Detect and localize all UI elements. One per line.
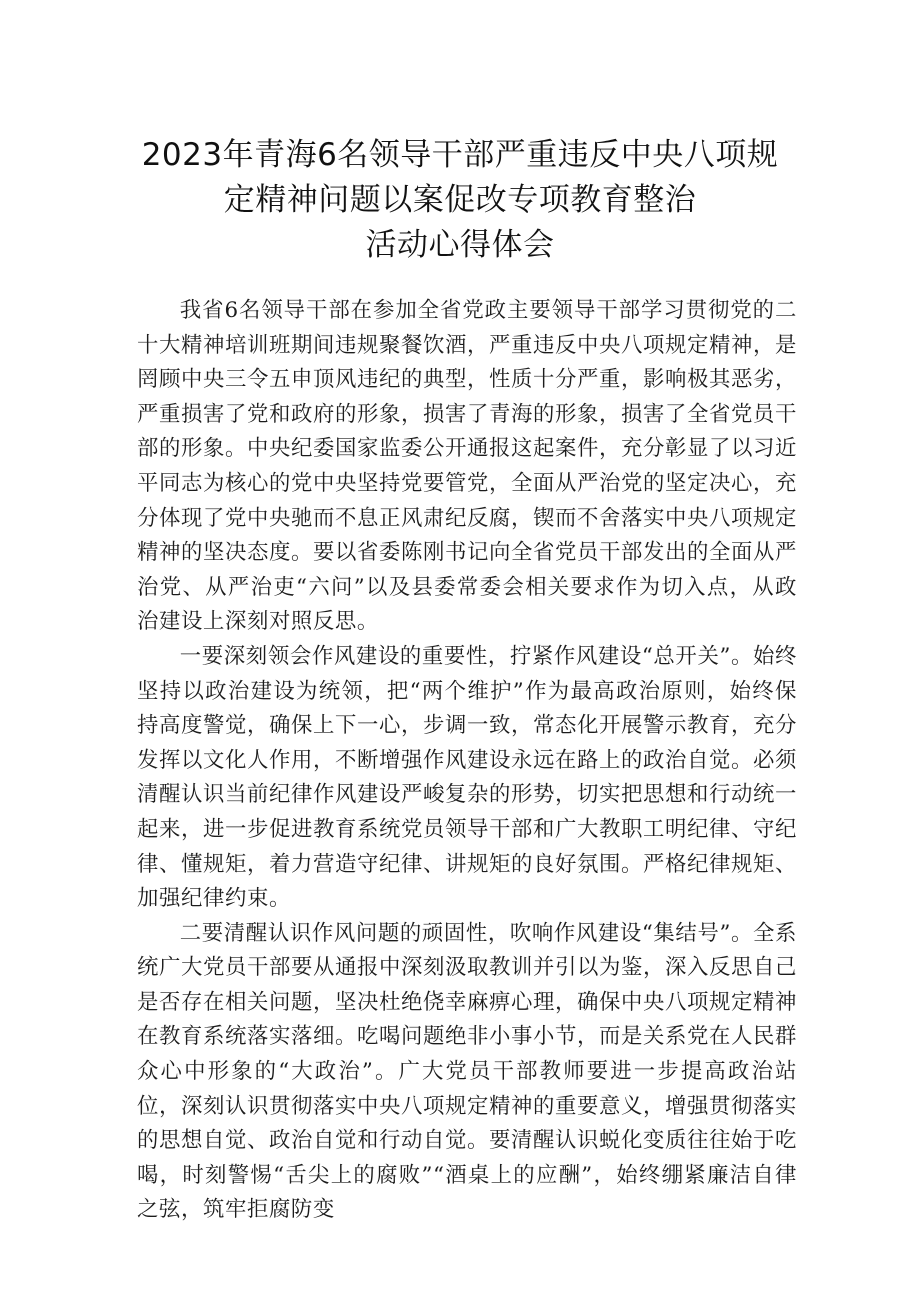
title-line-1: 2023年青海6名领导干部严重违反中央八项规 [141,137,779,173]
title-line-3: 活动心得体会 [365,227,555,263]
title-line-2: 定精神问题以案促改专项教育整治 [223,182,697,218]
paragraph-point-one: 一要深刻领会作风建设的重要性，拧紧作风建设“总开关”。始终坚持以政治建设为统领，把“两个维护”作为最高政治原则，始终保持高度警觉，确保上下一心，步调一致，常态化开展警示教育，充分发挥以文化人作用，不断增强作风建设永远在路上的政治自觉。必须清醒认识当前纪律作风建设严峻复杂的形势，切实把思想和行动统一起来，进一步促进教育系统党员领导干部和广大教职工明纪律、守纪律、懂规矩，着力营造守纪律、讲规矩的良好氛围。严格纪律规矩、加强纪律约束。 [137,643,797,912]
paragraph-intro: 我省6名领导干部在参加全省党政主要领导干部学习贯彻党的二十大精神培训班期间违规聚餐饮酒，严重违反中央八项规定精神，是罔顾中央三令五申顶风违纪的典型，性质十分严重，影响极其恶劣，严重损害了党和政府的形象，损害了青海的形象，损害了全省党员干部的形象。中央纪委国家监委公开通报这起案件，充分彰显了以习近平同志为核心的党中央坚持党要管党，全面从严治党的坚定决心，充分体现了党中央驰而不息正风肃纪反腐，锲而不舍落实中央八项规定精神的坚决态度。要以省委陈刚书记向全省党员干部发出的全面从严治党、从严治吏“六问”以及县委常委会相关要求作为切入点，从政治建设上深刻对照反思。 [137,298,797,635]
paragraph-point-two: 二要清醒认识作风问题的顽固性，吹响作风建设“集结号”。全系统广大党员干部要从通报中深刻汲取教训并引以为鉴，深入反思自己是否存在相关问题，坚决杜绝侥幸麻痹心理，确保中央八项规定精神在教育系统落实落细。吃喝问题绝非小事小节，而是关系党在人民群众心中形象的“大政治”。广大党员干部教师要进一步提高政治站位，深刻认识贯彻落实中央八项规定精神的重要意义，增强贯彻落实的思想自觉、政治自觉和行动自觉。要清醒认识蜕化变质往往始于吃喝，时刻警惕“舌尖上的腐败”“酒桌上的应酬”，始终绷紧廉洁自律之弦，筑牢拒腐防变 [137,920,797,1223]
document-title [100,133,820,268]
document-body [137,294,797,1228]
